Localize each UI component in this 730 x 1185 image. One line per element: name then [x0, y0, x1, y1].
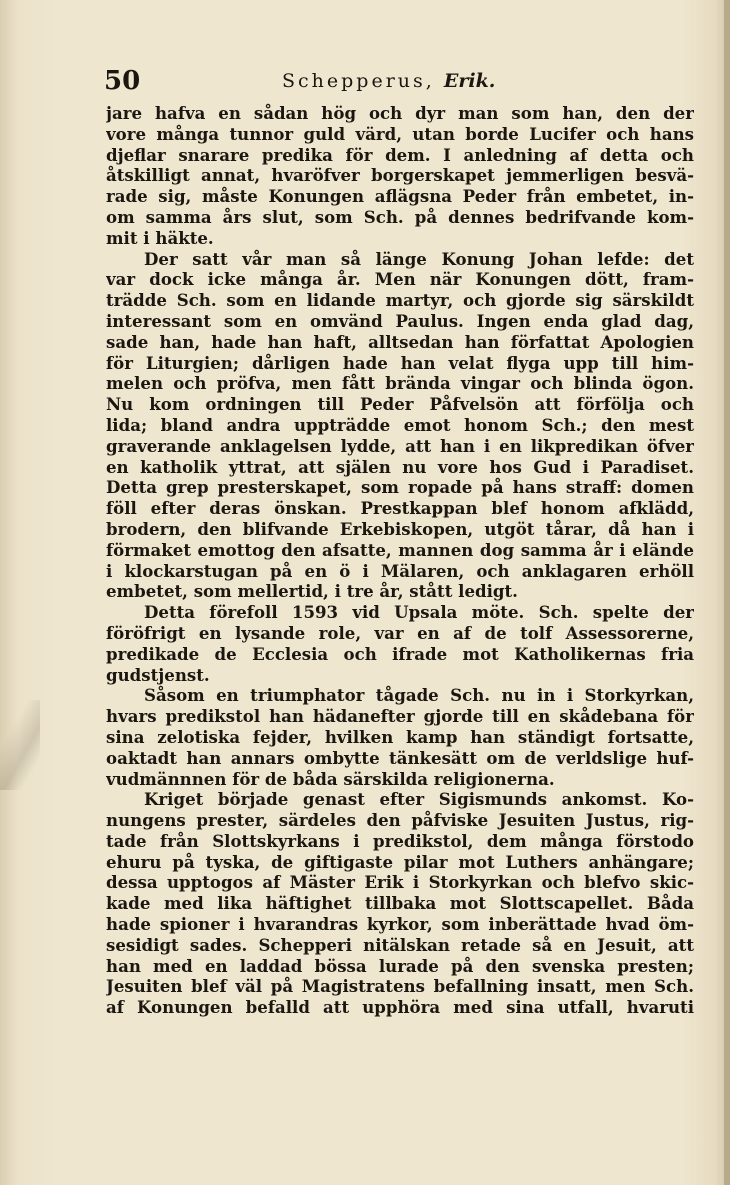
- page-header: [104, 66, 694, 96]
- text-line: var dock icke många år. Men när Konungen dött, fram-: [106, 269, 694, 290]
- text-line: trädde Sch. som en lidande martyr, och gjorde sig särskildt: [106, 290, 694, 311]
- text-line: föll efter deras önskan. Prestkappan blef honom afklädd,: [106, 498, 694, 519]
- text-line: sina zelotiska fejder, hvilken kamp han ständigt fortsatte,: [106, 726, 694, 747]
- text-line: Der satt vår man så länge Konung Johan lefde: det: [144, 248, 694, 269]
- text-line: ehuru på tyska, de giftigaste pilar mot Luthers anhängare;: [106, 851, 694, 872]
- page-number: 50: [104, 66, 141, 96]
- text-line: melen och pröfva, men fått brända vingar och blinda ögon.: [106, 373, 694, 394]
- text-line: en katholik yttrat, att själen nu vore hos Gud i Paradiset.: [106, 456, 694, 477]
- text-line: vore många tunnor guld värd, utan borde Lucifer och hans: [106, 123, 694, 144]
- text-line: hade spioner i hvarandras kyrkor, som inberättade hvad öm-: [106, 914, 694, 935]
- text-line: han med en laddad bössa lurade på den svenska presten;: [106, 955, 694, 976]
- text-line: jare hafva en sådan hög och dyr man som han, den der: [106, 103, 694, 123]
- text-line: graverande anklagelsen lydde, att han i en likpredikan öfver: [106, 435, 694, 456]
- text-line: interessant som en omvänd Paulus. Ingen enda glad dag,: [106, 310, 694, 331]
- text-line: i klockarstugan på en ö i Mälaren, och anklagaren erhöll: [106, 560, 694, 581]
- text-line: sesidigt sades. Schepperi nitälskan retade så en Jesuit, att: [106, 934, 694, 955]
- running-title-subject: Erik.: [443, 70, 496, 92]
- text-line: Detta förefoll 1593 vid Upsala möte. Sch. spelte der: [144, 602, 694, 623]
- text-line: kade med lika häftighet tillbaka mot Slottscapellet. Båda: [106, 893, 694, 914]
- text-line: Såsom en triumphator tågade Sch. nu in i Storkyrkan,: [144, 685, 694, 706]
- text-line: oaktadt han annars ombytte tänkesätt om de verldslige huf-: [106, 747, 694, 768]
- text-line: för Liturgien; dårligen hade han velat flyga upp till him-: [106, 352, 694, 373]
- text-line: embetet, som mellertid, i tre år, stått ledigt.: [106, 581, 518, 602]
- text-line: nungens prester, särdeles den påfviske Jesuiten Justus, rig-: [106, 810, 694, 831]
- text-line: om samma års slut, som Sch. på dennes bedrifvande kom-: [106, 206, 694, 227]
- page-edge: [724, 0, 730, 1185]
- running-title: [282, 70, 495, 92]
- running-title-name: Schepperus,: [282, 70, 435, 92]
- text-line: mit i häkte.: [106, 227, 214, 248]
- text-line: rade sig, måste Konungen aflägsna Peder från embetet, in-: [106, 186, 694, 207]
- text-line: gudstjenst.: [106, 664, 210, 685]
- text-line: predikade de Ecclesia och ifrade mot Katholikernas fria: [106, 643, 694, 664]
- text-line: sade han, hade han haft, alltsedan han författat Apologien: [106, 331, 694, 352]
- text-line: Jesuiten blef väl på Magistratens befallning insatt, men Sch.: [106, 976, 694, 997]
- text-line: dessa upptogos af Mäster Erik i Storkyrkan och blefvo skic-: [106, 872, 694, 893]
- text-line: brodern, den blifvande Erkebiskopen, utgöt tårar, då han i: [106, 518, 694, 539]
- text-line: djeflar snarare predika för dem. I anledning af detta och: [106, 144, 694, 165]
- text-line: lida; bland andra uppträdde emot honom Sch.; den mest: [106, 414, 694, 435]
- paper-fold-shadow: [0, 700, 40, 790]
- text-line: förmaket emottog den afsatte, mannen dog samma år i elände: [106, 539, 694, 560]
- text-line: Kriget började genast efter Sigismunds ankomst. Ko-: [144, 789, 694, 810]
- text-line: föröfrigt en lysande role, var en af de tolf Assessorerne,: [106, 622, 694, 643]
- text-line: hvars predikstol han hädanefter gjorde till en skådebana för: [106, 706, 694, 727]
- text-line: Detta grep presterskapet, som ropade på hans straff: domen: [106, 477, 694, 498]
- text-line: åtskilligt annat, hvaröfver borgerskapet jemmerligen besvä-: [106, 165, 694, 186]
- body-text: [106, 103, 694, 1018]
- text-line: af Konungen befalld att upphöra med sina utfall, hvaruti: [106, 997, 694, 1018]
- text-line: Nu kom ordningen till Peder Påfvelsön att förfölja och: [106, 394, 694, 415]
- text-line: tade från Slottskyrkans i predikstol, dem många förstodo: [106, 830, 694, 851]
- text-line: vudmännnen för de båda särskilda religionerna.: [106, 768, 555, 789]
